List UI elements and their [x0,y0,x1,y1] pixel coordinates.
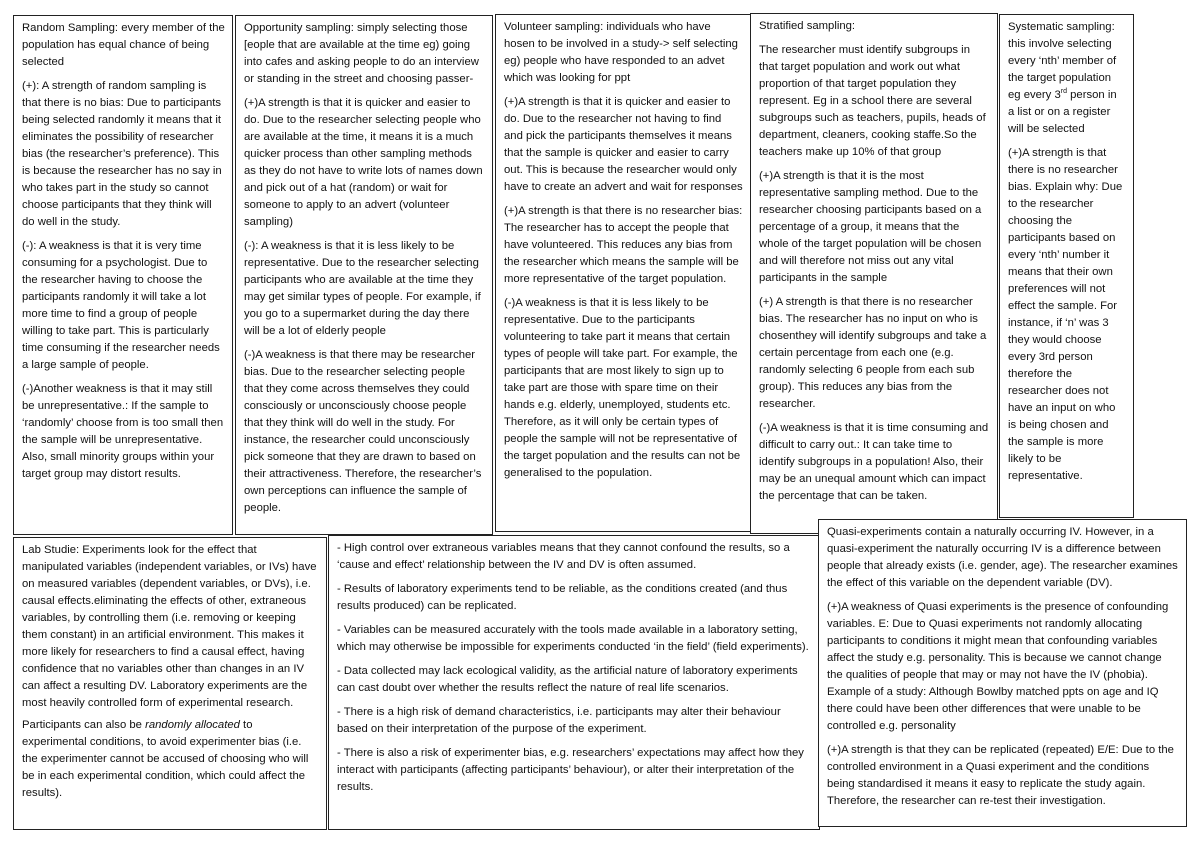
opportunity-sampling-box [235,15,493,535]
volunteer-sampling-strength-2: (+)A strength is that there is no researcher bias: The researcher has to accept the people that have volunteered. This reduces any bias from the researcher which means the sample will be more representative of the target population. [504,205,743,285]
quasi-experiments-weakness: (+)A weakness of Quasi experiments is the presence of confounding variables. E: Due to Quasi experiments not randomly allocating participants to conditions it might mean that confounding variables affect the study e.g. personality. This is because we cannot change the qualities of people that may or may not have the IV (phobia). Example of a study: Although Bowlby matched ppts on age and IQ there could have been other differences that were unable to be controlled e.g. personality [827,601,1169,732]
random-sampling-strength: (+): A strength of random sampling is that there is no bias: Due to participants being selected randomly it means that it eliminates the possibility of researcher bias (the researcher’s preference). This is because the researcher has no say in who takes part in the study so cannot choose participants that they think will do well in the study. [22,80,222,228]
stratified-sampling-title: Stratified sampling: [759,20,856,32]
systematic-title-part-1: Systematic sampling: this involve selecting every ‘nth’ member of the target population eg every 3 [1008,21,1117,101]
lab-evaluation-point-2: - Results of laboratory experiments tend to be reliable, as the conditions created (and thus results produced) can be replicated. [337,583,788,612]
lab-evaluation-point-5: - There is a high risk of demand characteristics, i.e. participants may alter their behaviour based on their interpretation of the purpose of the experiment. [337,706,781,735]
opportunity-sampling-strength: (+)A strength is that it is quicker and easier to do. Due to the researcher selecting people who are available at the time, it means it is a much quicker process than other sampling methods as they do not have to write lots of names down and pick out of a hat (random) or wait for someone to apply to an advert (volunteer sampling) [244,97,483,228]
systematic-sampling-title [1008,19,1126,138]
volunteer-sampling-title: Volunteer sampling: individuals who have hosen to be involved in a study-> self selecting eg) people who have responded to an advet which was looking for ppt [504,21,738,84]
volunteer-sampling-box [495,14,751,532]
lab-evaluation-point-3: - Variables can be measured accurately with the tools made available in a laboratory setting, which may otherwise be impossible for experiments conducted ‘in the field’ (field experiments). [337,624,809,653]
random-sampling-weakness-2: (-)Another weakness is that it may still be unrepresentative.: If the sample to ‘randomly’ choose from is too small then the sample will be unrepresentative. Also, small minority groups within your target group may distort results. [22,383,224,480]
lab-studies-box [13,537,327,830]
stratified-sampling-weakness: (-)A weakness is that it is time consuming and difficult to carry out.: It can take time to identify subgroups in a population! Also, their may be an unequal amount which can impact the percentage that can be taken. [759,422,989,502]
quasi-experiments-box [818,519,1187,827]
systematic-title-part-2: person in a list or on a register will be selected [1008,89,1117,135]
lab-studies-random-allocation [22,717,319,802]
volunteer-sampling-strength-1: (+)A strength is that it is quicker and easier to do. Due to the researcher not having to find and pick the participants themselves it means that the sample is quicker and easier to carry out. This is because the researcher would only have to create an advert and wait for responses [504,96,743,193]
lab-allocation-emphasis: randomly allocated [145,719,240,731]
random-sampling-box [13,15,233,535]
stratified-sampling-box [750,13,998,534]
systematic-sampling-box [999,14,1134,518]
opportunity-sampling-title: Opportunity sampling: simply selecting those [eople that are available at the time eg) going into cafes and asking people to do an interview or standing in the street and choosing passer- [244,22,479,85]
lab-evaluation-box [328,535,820,830]
lab-allocation-part-1: Participants can also be [22,719,146,731]
opportunity-sampling-weakness-1: (-): A weakness is that it is less likely to be representative. Due to the researcher selecting participants who are available at the time they may get similar types of people. For example, if you go to a supermarket during the day there will be a lot of elderly people [244,240,481,337]
stratified-sampling-strength-1: (+)A strength is that it is the most representative sampling method. Due to the researcher choosing participants based on a percentage of a group, it means that the whole of the target population will be chosen and will therefore not miss out any vital participants in the sample [759,170,982,284]
opportunity-sampling-weakness-2: (-)A weakness is that there may be researcher bias. Due to the researcher selecting people that they come across themselves they could consciously or unconsciously choose people that they think will do well in the study. For instance, the researcher could unconsciously pick someone that they are drawn to based on their attractiveness. Therefore, the researcher’s own perceptions can influence the sample of people. [244,349,482,514]
systematic-sampling-strength: (+)A strength is that there is no researcher bias. Explain why: Due to the researcher choosing the participants based on every ‘nth’ number it means that their own preferences will not effect the sample. For instance, if ‘n’ was 3 they would choose every 3rd person therefore the researcher does not have an input on who is being chosen and the sample is more likely to be representative. [1008,147,1123,482]
random-sampling-weakness-1: (-): A weakness is that it is very time consuming for a psychologist. Due to the researcher having to choose the participants randomly it will take a lot more time to find a group of people willing to take part. This is particularly time consuming if the researcher needs a large sample of people. [22,240,220,371]
stratified-sampling-strength-2: (+) A strength is that there is no researcher bias. The researcher has no input on who is chosenthey will identify subgroups and take a certain percentage from each one (e.g. randomly selecting 6 people from each sub group). This reduces any bias from the researcher. [759,296,987,410]
systematic-title-superscript: rd [1060,88,1067,96]
lab-allocation-part-2: to experimental conditions, to avoid experimenter bias (i.e. the experimenter cannot be accused of choosing who will be in each experimental condition, which could affect the results). [22,719,309,799]
lab-studies-definition: Lab Studie: Experiments look for the effect that manipulated variables (independent variables, or IVs) have on measured variables (dependent variables, or DVs), i.e. causal effects.eliminating the effects of other, extraneous variables, by controlling them (i.e. removing or keeping them constant) in an artificial environment. This makes it more likely for researchers to find a causal effect, having confidence that no variables other than changes in an IV can affect a resulting DV. Laboratory experiments are the most heavily controlled form of experimental research. [22,544,317,709]
lab-evaluation-point-1: - High control over extraneous variables means that they cannot confound the results, so a ‘cause and effect’ relationship between the IV and DV is often assumed. [337,542,790,571]
quasi-experiments-strength: (+)A strength is that they can be replicated (repeated) E/E: Due to the controlled environment in a Quasi experiment and the conditions being standardised it means it easy to replicate the study again. Therefore, the researcher can re-test their investigation. [827,744,1174,807]
quasi-experiments-definition: Quasi-experiments contain a naturally occurring IV. However, in a quasi-experiment the naturally occurring IV is a difference between people that already exists (i.e. gender, age). The researcher examines the effect of this variable on the dependent variable (DV). [827,526,1178,589]
volunteer-sampling-weakness: (-)A weakness is that it is less likely to be representative. Due to the participants volunteering to take part it means that certain types of people will take part. For example, the participants that are most likely to sign up to take part are those with spare time on their hands e.g. elderly, unemployed, students etc. Therefore, as it will only be certain types of people the sample will not be representative of the target population and the results can not be generalised to the population. [504,297,741,479]
lab-evaluation-point-4: - Data collected may lack ecological validity, as the artificial nature of laboratory experiments can cast doubt over whether the results reflect the nature of real life scenarios. [337,665,798,694]
random-sampling-title: Random Sampling: every member of the population has equal chance of being selected [22,22,225,68]
lab-evaluation-point-6: - There is also a risk of experimenter bias, e.g. researchers’ expectations may affect how they interact with participants (affecting participants’ behaviour), or alter their interpretation of the results. [337,747,804,793]
stratified-sampling-description: The researcher must identify subgroups in that target population and work out what proportion of that target population they represent. Eg in a school there are several subgroups such as teachers, pupils, heads of department, cleaners, cooking staffe.So the teachers make up 10% of that group [759,44,986,158]
